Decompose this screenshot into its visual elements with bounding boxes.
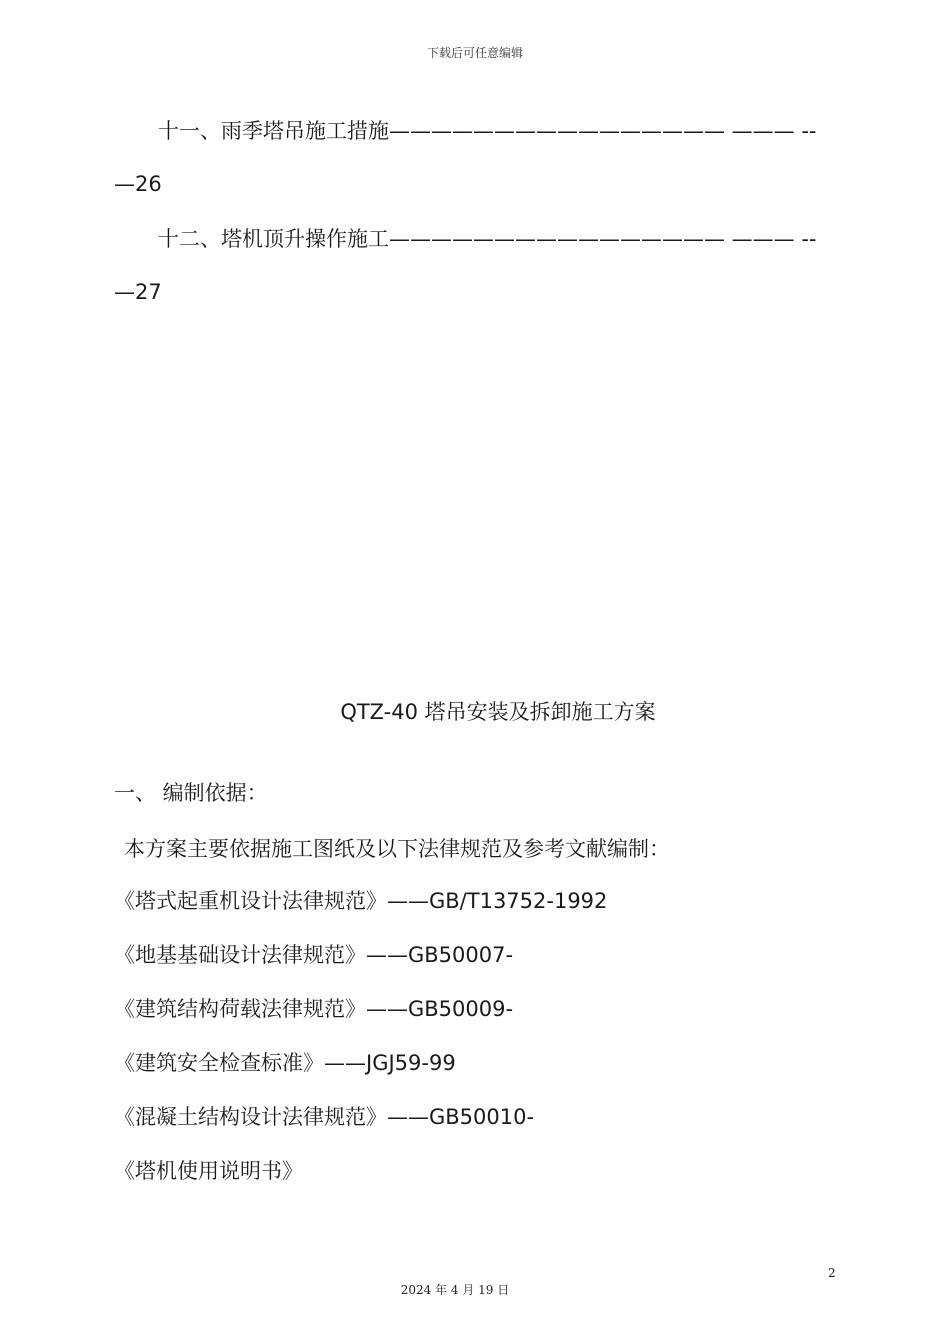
toc-item-11: 十一、雨季塔吊施工措施———————————————— ——— -- (158, 119, 817, 143)
toc-item-12-page: —27 (114, 280, 162, 304)
reference-item: 《塔机使用说明书》 (114, 1159, 303, 1183)
toc-item-11-page: —26 (114, 172, 162, 196)
footer-date: 2024 年 4 月 19 日 (400, 1283, 510, 1297)
toc-item-12: 十二、塔机顶升操作施工———————————————— ——— -- (158, 227, 817, 251)
reference-item: 《建筑结构荷载法律规范》——GB50009- (114, 997, 514, 1021)
section-heading: 一、 编制依据： (114, 781, 268, 805)
page-number: 2 (828, 1266, 836, 1280)
reference-item: 《塔式起重机设计法律规范》——GB/T13752-1992 (114, 889, 608, 913)
intro-paragraph: 本方案主要依据施工图纸及以下法律规范及参考文献编制： (124, 837, 670, 861)
document-title: QTZ-40 塔吊安装及拆卸施工方案 (340, 700, 656, 724)
reference-item: 《建筑安全检查标准》——JGJ59-99 (114, 1051, 456, 1075)
reference-item: 《地基基础设计法律规范》——GB50007- (114, 943, 514, 967)
reference-item: 《混凝土结构设计法律规范》——GB50010- (114, 1105, 535, 1129)
page-header: 下载后可任意编辑 (426, 46, 523, 60)
